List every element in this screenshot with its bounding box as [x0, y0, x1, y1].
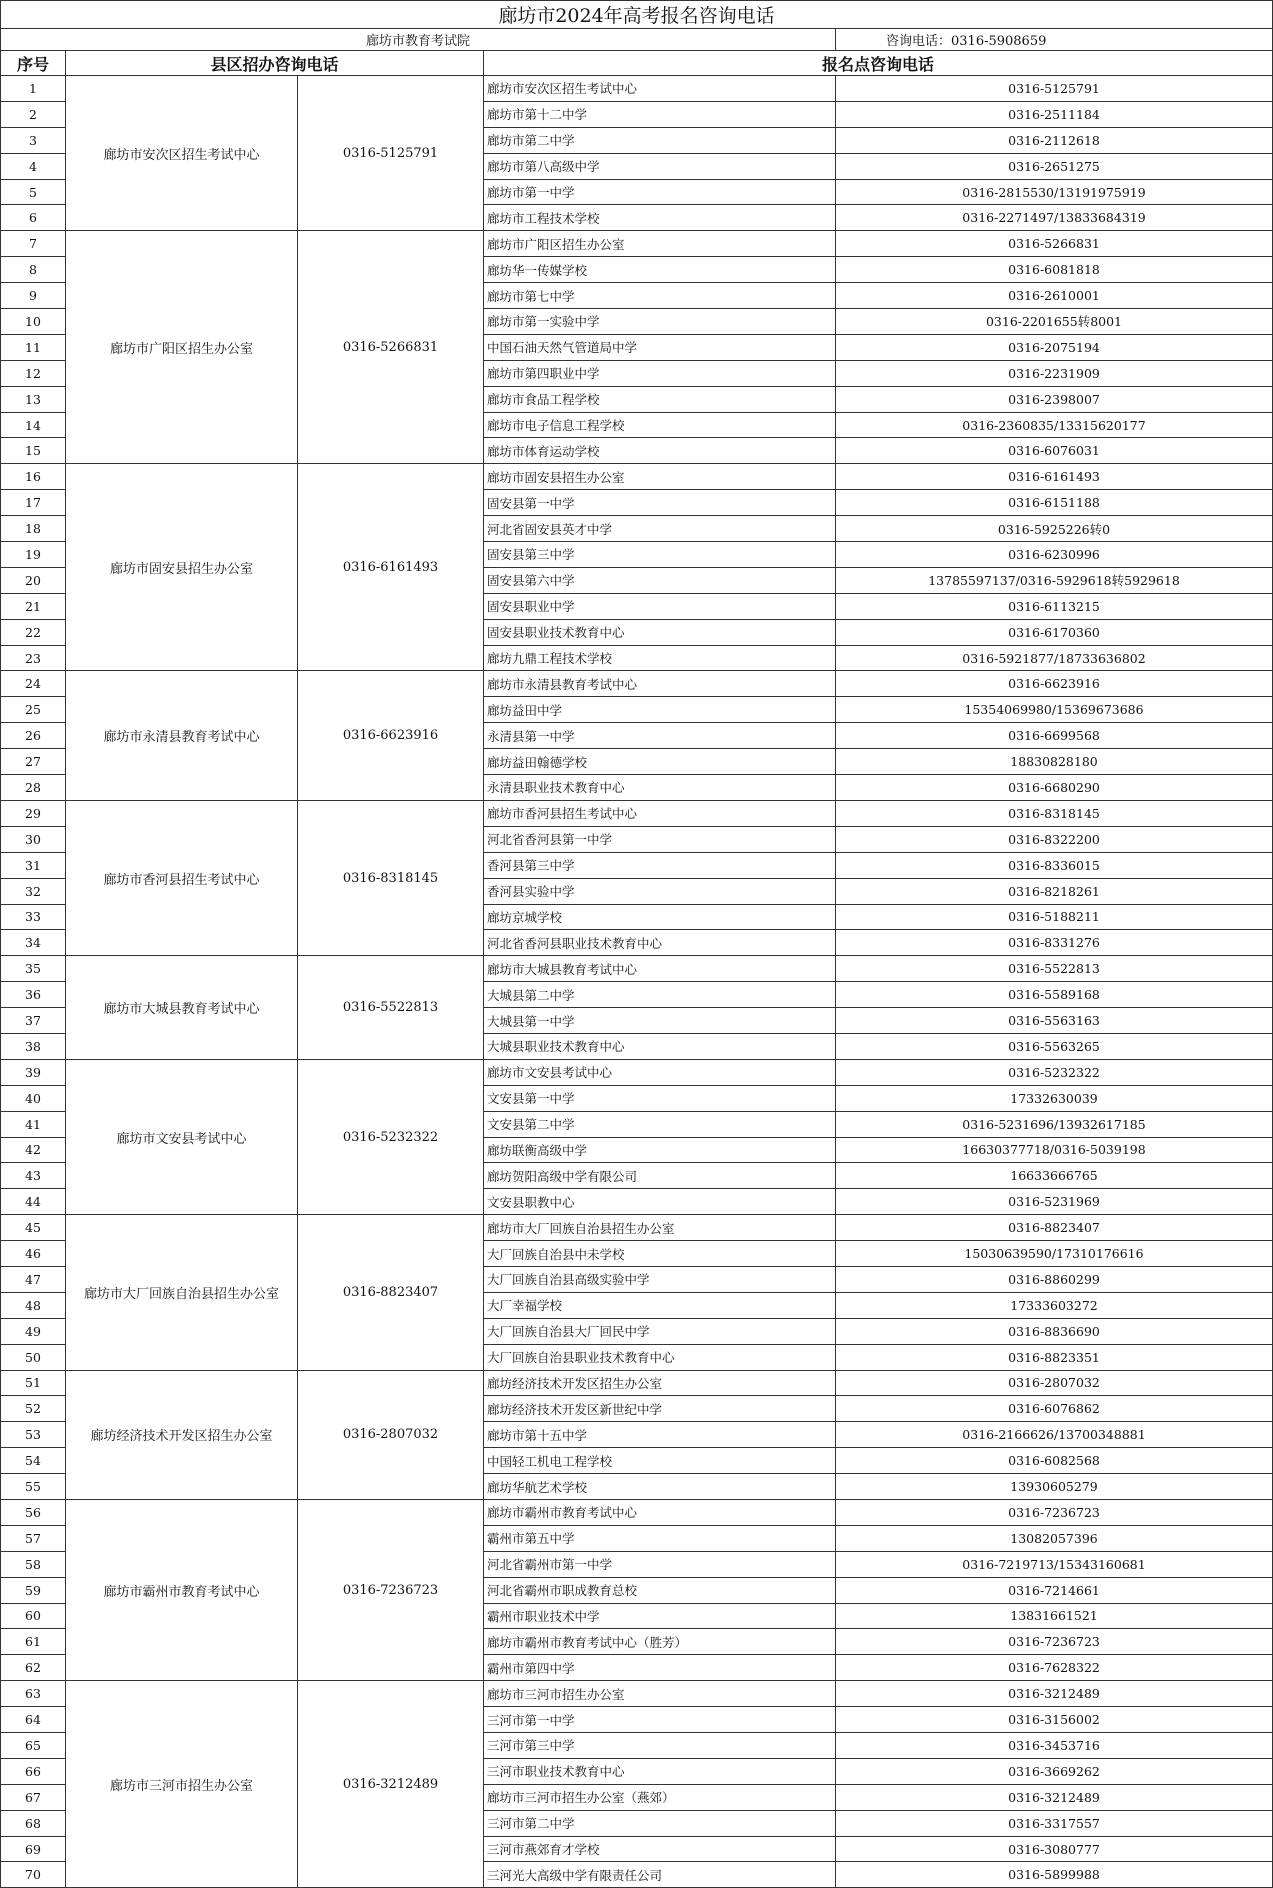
row-number: 8 — [1, 257, 66, 283]
table-row — [1, 1370, 1273, 1396]
site-name: 大厂回族自治县中未学校 — [484, 1241, 836, 1267]
site-phone: 0316-5231696/13932617185 — [836, 1111, 1273, 1137]
site-name: 廊坊华航艺术学校 — [484, 1474, 836, 1500]
row-number: 19 — [1, 542, 66, 568]
site-phone: 0316-2807032 — [836, 1370, 1273, 1396]
row-number: 14 — [1, 412, 66, 438]
site-phone: 0316-3080777 — [836, 1836, 1273, 1862]
row-number: 70 — [1, 1862, 66, 1888]
site-name: 廊坊市固安县招生办公室 — [484, 464, 836, 490]
row-number: 41 — [1, 1111, 66, 1137]
row-number: 68 — [1, 1810, 66, 1836]
site-phone: 0316-5232322 — [836, 1059, 1273, 1085]
site-phone: 0316-5522813 — [836, 956, 1273, 982]
site-name: 河北省香河县第一中学 — [484, 826, 836, 852]
row-number: 62 — [1, 1655, 66, 1681]
table-row — [1, 231, 1273, 257]
site-name: 廊坊市体育运动学校 — [484, 438, 836, 464]
site-phone: 13785597137/0316-5929618转5929618 — [836, 567, 1273, 593]
site-name: 霸州市职业技术中学 — [484, 1603, 836, 1629]
site-phone: 0316-2231909 — [836, 360, 1273, 386]
row-number: 26 — [1, 723, 66, 749]
site-name: 廊坊市第十二中学 — [484, 101, 836, 127]
site-phone: 0316-2610001 — [836, 283, 1273, 309]
row-number: 4 — [1, 153, 66, 179]
table-row — [1, 800, 1273, 826]
site-name: 廊坊经济技术开发区新世纪中学 — [484, 1396, 836, 1422]
site-phone: 0316-6699568 — [836, 723, 1273, 749]
site-name: 廊坊市霸州市教育考试中心 — [484, 1499, 836, 1525]
site-phone: 0316-6082568 — [836, 1448, 1273, 1474]
row-number: 40 — [1, 1085, 66, 1111]
site-phone: 0316-2271497/13833684319 — [836, 205, 1273, 231]
row-number: 6 — [1, 205, 66, 231]
row-number: 53 — [1, 1422, 66, 1448]
row-number: 22 — [1, 619, 66, 645]
site-phone: 0316-6076862 — [836, 1396, 1273, 1422]
site-name: 香河县实验中学 — [484, 878, 836, 904]
site-phone: 0316-8860299 — [836, 1266, 1273, 1292]
row-number: 3 — [1, 127, 66, 153]
site-phone: 0316-7219713/15343160681 — [836, 1551, 1273, 1577]
site-phone: 0316-2511184 — [836, 101, 1273, 127]
row-number: 36 — [1, 982, 66, 1008]
site-phone: 0316-8336015 — [836, 852, 1273, 878]
site-phone: 0316-5231969 — [836, 1189, 1273, 1215]
table-row — [1, 464, 1273, 490]
site-phone: 0316-2201655转8001 — [836, 309, 1273, 335]
site-name: 永清县职业技术教育中心 — [484, 775, 836, 801]
row-number: 47 — [1, 1266, 66, 1292]
site-phone: 0316-6081818 — [836, 257, 1273, 283]
site-name: 廊坊市文安县考试中心 — [484, 1059, 836, 1085]
site-phone: 0316-3317557 — [836, 1810, 1273, 1836]
table-row — [1, 671, 1273, 697]
site-phone: 0316-5266831 — [836, 231, 1273, 257]
site-name: 大厂回族自治县大厂回民中学 — [484, 1318, 836, 1344]
site-phone: 0316-6151188 — [836, 490, 1273, 516]
county-office-name: 廊坊市香河县招生考试中心 — [66, 800, 298, 955]
row-number: 5 — [1, 179, 66, 205]
site-name: 固安县第三中学 — [484, 542, 836, 568]
row-number: 58 — [1, 1551, 66, 1577]
header-site: 报名点咨询电话 — [484, 51, 1273, 76]
site-name: 廊坊市第七中学 — [484, 283, 836, 309]
county-office-name: 廊坊市固安县招生办公室 — [66, 464, 298, 671]
county-office-phone: 0316-8823407 — [298, 1215, 484, 1370]
site-name: 河北省固安县英才中学 — [484, 516, 836, 542]
row-number: 31 — [1, 852, 66, 878]
site-name: 文安县第一中学 — [484, 1085, 836, 1111]
site-name: 河北省霸州市第一中学 — [484, 1551, 836, 1577]
site-name: 永清县第一中学 — [484, 723, 836, 749]
site-name: 廊坊市三河市招生办公室（燕郊） — [484, 1784, 836, 1810]
row-number: 42 — [1, 1137, 66, 1163]
row-number: 48 — [1, 1292, 66, 1318]
row-number: 59 — [1, 1577, 66, 1603]
site-name: 河北省香河县职业技术教育中心 — [484, 930, 836, 956]
county-office-phone: 0316-7236723 — [298, 1499, 484, 1680]
row-number: 43 — [1, 1163, 66, 1189]
row-number: 50 — [1, 1344, 66, 1370]
row-number: 10 — [1, 309, 66, 335]
site-name: 廊坊华一传媒学校 — [484, 257, 836, 283]
site-name: 廊坊市安次区招生考试中心 — [484, 76, 836, 102]
site-phone: 0316-6230996 — [836, 542, 1273, 568]
site-name: 固安县职业中学 — [484, 593, 836, 619]
site-phone: 0316-8331276 — [836, 930, 1273, 956]
site-name: 廊坊市第八高级中学 — [484, 153, 836, 179]
county-office-phone: 0316-5522813 — [298, 956, 484, 1060]
county-office-phone: 0316-6161493 — [298, 464, 484, 671]
site-name: 廊坊市三河市招生办公室 — [484, 1681, 836, 1707]
table-row — [1, 956, 1273, 982]
row-number: 25 — [1, 697, 66, 723]
site-name: 廊坊市工程技术学校 — [484, 205, 836, 231]
site-name: 文安县第二中学 — [484, 1111, 836, 1137]
county-office-name: 廊坊市永清县教育考试中心 — [66, 671, 298, 800]
site-name: 廊坊益田中学 — [484, 697, 836, 723]
row-number: 21 — [1, 593, 66, 619]
site-phone: 0316-7628322 — [836, 1655, 1273, 1681]
row-number: 2 — [1, 101, 66, 127]
site-phone: 0316-2398007 — [836, 386, 1273, 412]
row-number: 9 — [1, 283, 66, 309]
row-number: 60 — [1, 1603, 66, 1629]
row-number: 52 — [1, 1396, 66, 1422]
site-phone: 0316-6076031 — [836, 438, 1273, 464]
hotline: 咨询电话：0316-5908659 — [836, 29, 1273, 51]
site-phone: 0316-5563163 — [836, 1008, 1273, 1034]
county-office-phone: 0316-6623916 — [298, 671, 484, 800]
table-row — [1, 1059, 1273, 1085]
site-phone: 0316-6170360 — [836, 619, 1273, 645]
table-row — [1, 1681, 1273, 1707]
row-number: 57 — [1, 1525, 66, 1551]
site-name: 廊坊益田翰德学校 — [484, 749, 836, 775]
site-phone: 16633666765 — [836, 1163, 1273, 1189]
row-number: 44 — [1, 1189, 66, 1215]
row-number: 61 — [1, 1629, 66, 1655]
site-name: 廊坊市香河县招生考试中心 — [484, 800, 836, 826]
row-number: 45 — [1, 1215, 66, 1241]
county-office-phone: 0316-2807032 — [298, 1370, 484, 1499]
site-phone: 0316-3156002 — [836, 1707, 1273, 1733]
site-phone: 0316-8823351 — [836, 1344, 1273, 1370]
site-name: 香河县第三中学 — [484, 852, 836, 878]
site-name: 河北省霸州市职成教育总校 — [484, 1577, 836, 1603]
site-phone: 17332630039 — [836, 1085, 1273, 1111]
row-number: 67 — [1, 1784, 66, 1810]
site-phone: 0316-2075194 — [836, 334, 1273, 360]
sheet-title: 廊坊市2024年高考报名咨询电话 — [1, 1, 1273, 29]
county-office-name: 廊坊市霸州市教育考试中心 — [66, 1499, 298, 1680]
county-office-name: 廊坊市广阳区招生办公室 — [66, 231, 298, 464]
site-phone: 0316-8218261 — [836, 878, 1273, 904]
site-name: 固安县职业技术教育中心 — [484, 619, 836, 645]
site-phone: 0316-5589168 — [836, 982, 1273, 1008]
site-name: 廊坊贺阳高级中学有限公司 — [484, 1163, 836, 1189]
row-number: 16 — [1, 464, 66, 490]
site-name: 大厂幸福学校 — [484, 1292, 836, 1318]
site-phone: 16630377718/0316-5039198 — [836, 1137, 1273, 1163]
site-name: 三河市第三中学 — [484, 1733, 836, 1759]
site-phone: 0316-3212489 — [836, 1681, 1273, 1707]
site-name: 廊坊经济技术开发区招生办公室 — [484, 1370, 836, 1396]
site-phone: 13831661521 — [836, 1603, 1273, 1629]
site-name: 固安县第一中学 — [484, 490, 836, 516]
county-office-phone: 0316-3212489 — [298, 1681, 484, 1888]
site-phone: 0316-5563265 — [836, 1033, 1273, 1059]
row-number: 11 — [1, 334, 66, 360]
row-number: 63 — [1, 1681, 66, 1707]
site-name: 廊坊市大厂回族自治县招生办公室 — [484, 1215, 836, 1241]
row-number: 37 — [1, 1008, 66, 1034]
site-phone: 0316-7236723 — [836, 1629, 1273, 1655]
org-name: 廊坊市教育考试院 — [1, 29, 836, 51]
row-number: 1 — [1, 76, 66, 102]
row-number: 69 — [1, 1836, 66, 1862]
site-phone: 15030639590/17310176616 — [836, 1241, 1273, 1267]
site-phone: 0316-6623916 — [836, 671, 1273, 697]
row-number: 39 — [1, 1059, 66, 1085]
row-number: 30 — [1, 826, 66, 852]
site-phone: 0316-5188211 — [836, 904, 1273, 930]
county-office-phone: 0316-5125791 — [298, 76, 484, 231]
county-office-name: 廊坊市大厂回族自治县招生办公室 — [66, 1215, 298, 1370]
row-number: 46 — [1, 1241, 66, 1267]
site-name: 廊坊市第四职业中学 — [484, 360, 836, 386]
site-phone: 0316-7214661 — [836, 1577, 1273, 1603]
site-name: 廊坊市第二中学 — [484, 127, 836, 153]
site-phone: 0316-8823407 — [836, 1215, 1273, 1241]
row-number: 23 — [1, 645, 66, 671]
site-name: 固安县第六中学 — [484, 567, 836, 593]
site-phone: 0316-6680290 — [836, 775, 1273, 801]
site-phone: 0316-2815530/13191975919 — [836, 179, 1273, 205]
county-office-name: 廊坊市安次区招生考试中心 — [66, 76, 298, 231]
site-phone: 0316-5925226转0 — [836, 516, 1273, 542]
row-number: 24 — [1, 671, 66, 697]
row-number: 20 — [1, 567, 66, 593]
county-office-name: 廊坊市大城县教育考试中心 — [66, 956, 298, 1060]
row-number: 64 — [1, 1707, 66, 1733]
site-phone: 0316-5125791 — [836, 76, 1273, 102]
table-body — [1, 76, 1273, 1888]
site-phone: 0316-2651275 — [836, 153, 1273, 179]
row-number: 29 — [1, 800, 66, 826]
row-number: 38 — [1, 1033, 66, 1059]
site-phone: 0316-7236723 — [836, 1499, 1273, 1525]
site-name: 大城县第二中学 — [484, 982, 836, 1008]
site-name: 大厂回族自治县高级实验中学 — [484, 1266, 836, 1292]
site-phone: 0316-8318145 — [836, 800, 1273, 826]
row-number: 12 — [1, 360, 66, 386]
site-name: 三河市第二中学 — [484, 1810, 836, 1836]
site-name: 廊坊市永清县教育考试中心 — [484, 671, 836, 697]
site-phone: 18830828180 — [836, 749, 1273, 775]
row-number: 33 — [1, 904, 66, 930]
row-number: 34 — [1, 930, 66, 956]
site-phone: 15354069980/15369673686 — [836, 697, 1273, 723]
row-number: 27 — [1, 749, 66, 775]
site-name: 廊坊京城学校 — [484, 904, 836, 930]
site-name: 大城县第一中学 — [484, 1008, 836, 1034]
row-number: 56 — [1, 1499, 66, 1525]
row-number: 18 — [1, 516, 66, 542]
county-office-name: 廊坊市三河市招生办公室 — [66, 1681, 298, 1888]
row-number: 65 — [1, 1733, 66, 1759]
site-name: 廊坊市电子信息工程学校 — [484, 412, 836, 438]
row-number: 7 — [1, 231, 66, 257]
site-phone: 0316-3453716 — [836, 1733, 1273, 1759]
county-office-phone: 0316-5232322 — [298, 1059, 484, 1214]
county-office-name: 廊坊经济技术开发区招生办公室 — [66, 1370, 298, 1499]
site-name: 廊坊市霸州市教育考试中心（胜芳） — [484, 1629, 836, 1655]
row-number: 35 — [1, 956, 66, 982]
row-number: 15 — [1, 438, 66, 464]
site-name: 廊坊市第一实验中学 — [484, 309, 836, 335]
row-number: 13 — [1, 386, 66, 412]
site-phone: 0316-8836690 — [836, 1318, 1273, 1344]
row-number: 17 — [1, 490, 66, 516]
row-number: 66 — [1, 1758, 66, 1784]
site-phone: 0316-3212489 — [836, 1784, 1273, 1810]
site-name: 三河市第一中学 — [484, 1707, 836, 1733]
site-name: 廊坊市食品工程学校 — [484, 386, 836, 412]
site-name: 廊坊市大城县教育考试中心 — [484, 956, 836, 982]
site-phone: 0316-3669262 — [836, 1758, 1273, 1784]
county-office-phone: 0316-5266831 — [298, 231, 484, 464]
county-office-phone: 0316-8318145 — [298, 800, 484, 955]
row-number: 55 — [1, 1474, 66, 1500]
site-name: 中国石油天然气管道局中学 — [484, 334, 836, 360]
site-name: 廊坊市广阳区招生办公室 — [484, 231, 836, 257]
table-row — [1, 1215, 1273, 1241]
site-name: 大厂回族自治县职业技术教育中心 — [484, 1344, 836, 1370]
row-number: 49 — [1, 1318, 66, 1344]
site-name: 廊坊市第一中学 — [484, 179, 836, 205]
site-phone: 0316-8322200 — [836, 826, 1273, 852]
site-name: 霸州市第五中学 — [484, 1525, 836, 1551]
site-phone: 0316-5899988 — [836, 1862, 1273, 1888]
site-name: 廊坊九鼎工程技术学校 — [484, 645, 836, 671]
site-name: 三河市职业技术教育中心 — [484, 1758, 836, 1784]
site-phone: 0316-6161493 — [836, 464, 1273, 490]
site-name: 廊坊市第十五中学 — [484, 1422, 836, 1448]
site-phone: 0316-2360835/13315620177 — [836, 412, 1273, 438]
site-phone: 0316-6113215 — [836, 593, 1273, 619]
site-phone: 13082057396 — [836, 1525, 1273, 1551]
row-number: 28 — [1, 775, 66, 801]
county-office-name: 廊坊市文安县考试中心 — [66, 1059, 298, 1214]
site-phone: 17333603272 — [836, 1292, 1273, 1318]
site-name: 三河市燕郊育才学校 — [484, 1836, 836, 1862]
site-phone: 0316-2112618 — [836, 127, 1273, 153]
site-name: 大城县职业技术教育中心 — [484, 1033, 836, 1059]
site-name: 廊坊联衡高级中学 — [484, 1137, 836, 1163]
header-county: 县区招办咨询电话 — [66, 51, 484, 76]
site-name: 三河光大高级中学有限责任公司 — [484, 1862, 836, 1888]
table-row — [1, 1499, 1273, 1525]
site-name: 中国轻工机电工程学校 — [484, 1448, 836, 1474]
site-name: 霸州市第四中学 — [484, 1655, 836, 1681]
site-phone: 0316-5921877/18733636802 — [836, 645, 1273, 671]
site-phone: 13930605279 — [836, 1474, 1273, 1500]
row-number: 32 — [1, 878, 66, 904]
row-number: 54 — [1, 1448, 66, 1474]
table-row — [1, 76, 1273, 102]
site-name: 文安县职教中心 — [484, 1189, 836, 1215]
row-number: 51 — [1, 1370, 66, 1396]
header-seq: 序号 — [1, 51, 66, 76]
site-phone: 0316-2166626/13700348881 — [836, 1422, 1273, 1448]
